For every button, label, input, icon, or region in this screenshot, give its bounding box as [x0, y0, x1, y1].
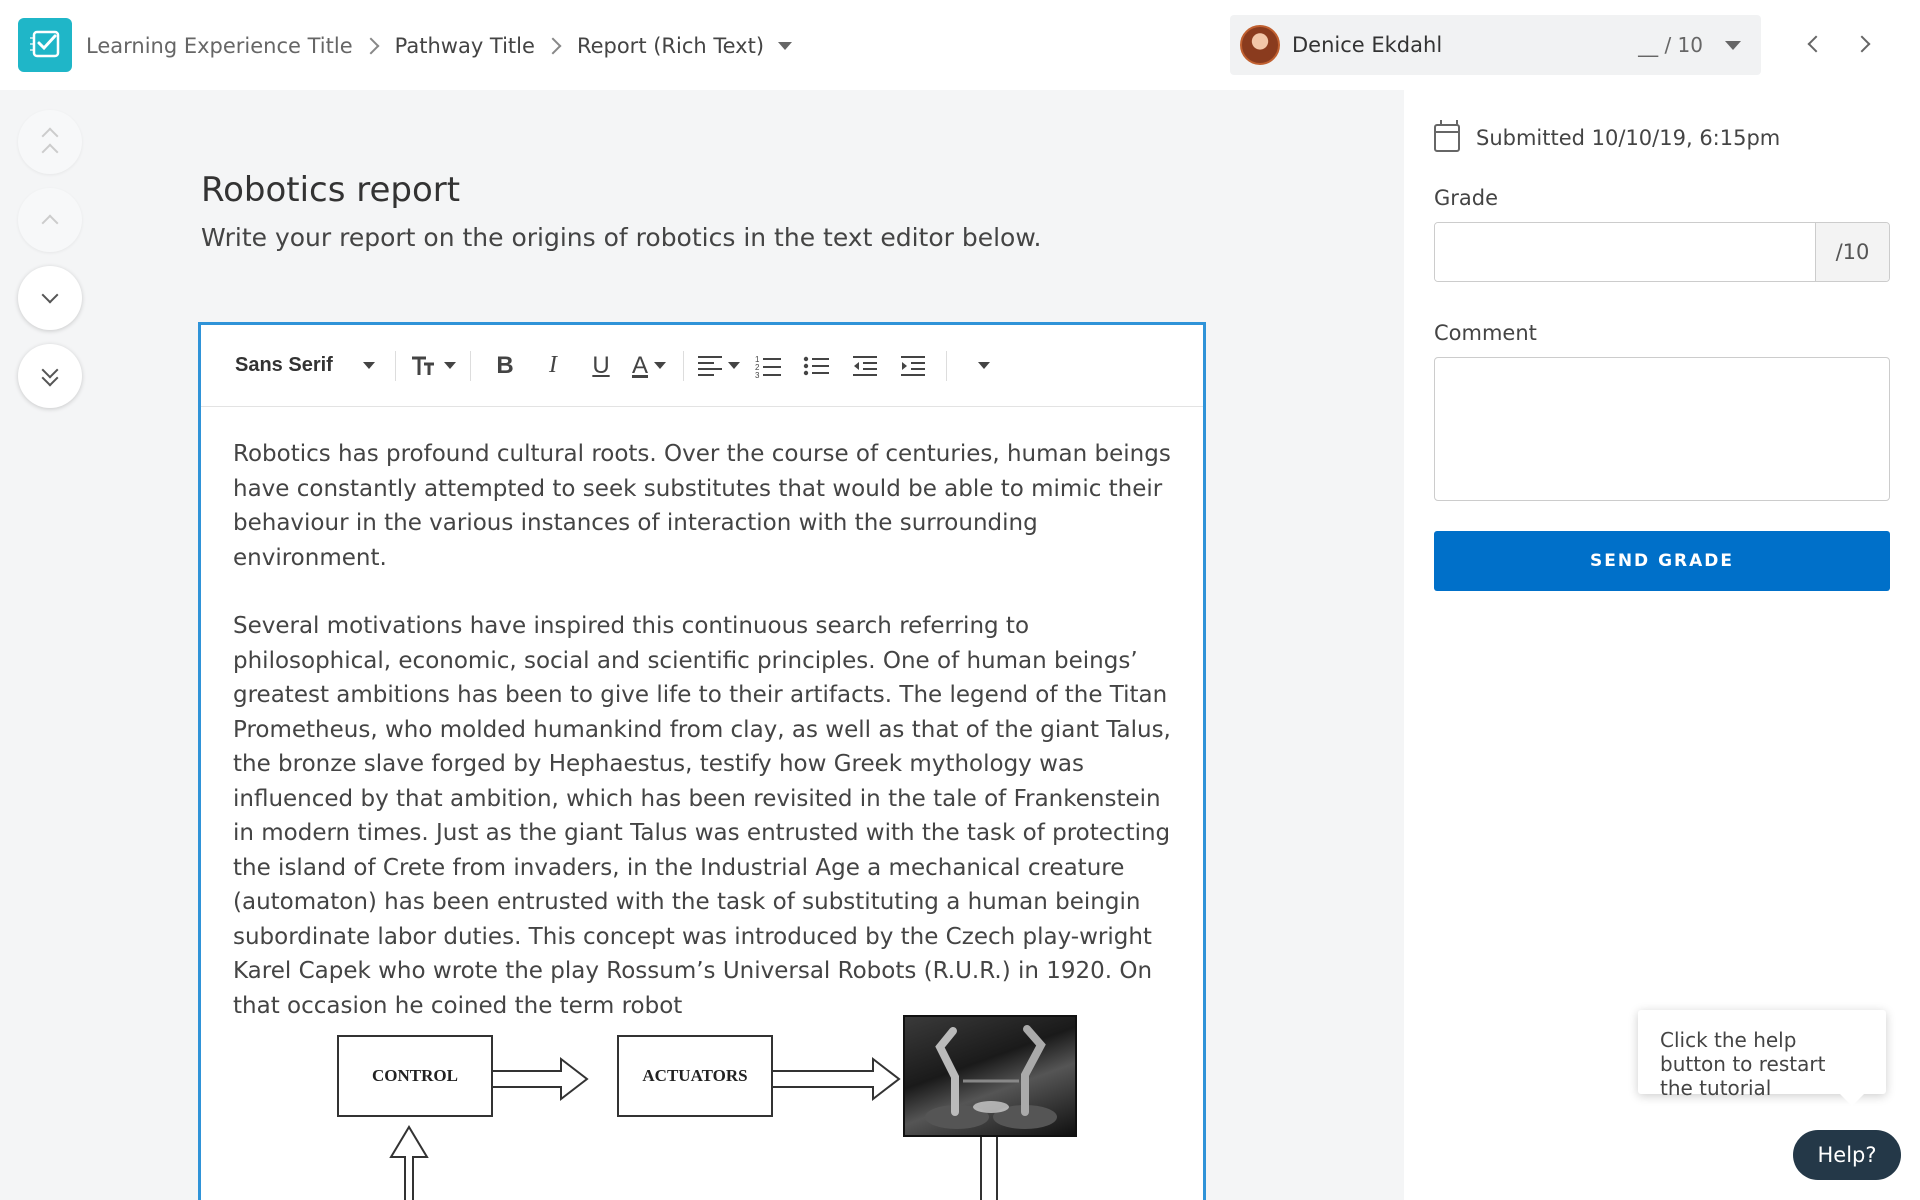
caret-down-icon: [444, 362, 456, 369]
font-family-value: Sans Serif: [235, 354, 333, 376]
student-selector[interactable]: [1230, 15, 1761, 75]
chevron-down-icon: [42, 287, 59, 304]
chevron-left-icon: [1808, 36, 1825, 53]
underline-icon: U: [592, 351, 610, 379]
bulleted-list-icon: [803, 355, 829, 377]
breadcrumb-pathway[interactable]: Pathway Title: [394, 34, 535, 58]
chevron-up-icon: [42, 215, 59, 232]
breadcrumb-learning-experience[interactable]: Learning Experience Title: [86, 34, 353, 58]
underline-button[interactable]: [581, 346, 621, 386]
outdent-button[interactable]: [844, 346, 884, 386]
student-score: __ / 10: [1638, 33, 1703, 57]
grade-label: Grade: [1434, 186, 1499, 210]
calendar-icon: [1434, 124, 1460, 152]
toolbar-divider: [946, 351, 947, 381]
help-tooltip: Click the help button to restart the tutorial: [1638, 1010, 1886, 1094]
rich-text-editor[interactable]: [198, 322, 1206, 1200]
previous-student-button[interactable]: [1802, 30, 1830, 58]
font-family-select[interactable]: [235, 354, 385, 377]
caret-down-icon[interactable]: [778, 42, 792, 50]
numbered-list-icon: [755, 354, 781, 378]
editor-paragraph: Robotics has profound cultural roots. Over the course of centuries, human beings have constantly attempted to seek substitutes that would be able to mimic their behaviour in the various instances of interaction with the surrounding environment.: [233, 441, 1171, 571]
numbered-list-button[interactable]: [748, 346, 788, 386]
toolbar-divider: [395, 351, 396, 381]
editor-content[interactable]: [201, 407, 1203, 1023]
svg-text:3: 3: [755, 370, 760, 378]
indent-button[interactable]: [892, 346, 932, 386]
svg-text:1: 1: [755, 354, 760, 364]
avatar: [1240, 25, 1280, 65]
submission-info: [1434, 124, 1780, 152]
italic-button[interactable]: [533, 346, 573, 386]
editor-toolbar: [201, 325, 1203, 407]
diagram-box-control: CONTROL: [337, 1035, 493, 1117]
grade-field: [1434, 222, 1890, 282]
grade-suffix: /10: [1815, 223, 1889, 281]
embedded-diagram: [331, 1015, 1091, 1200]
text-size-button[interactable]: [410, 346, 456, 386]
side-navigation: [18, 110, 82, 422]
caret-down-icon: [728, 362, 740, 369]
align-button[interactable]: [698, 346, 740, 386]
bold-button[interactable]: [485, 346, 525, 386]
comment-label: Comment: [1434, 321, 1537, 345]
robot-arm-image: [905, 1017, 1077, 1137]
grade-input[interactable]: [1435, 223, 1815, 281]
caret-down-icon: [363, 362, 375, 369]
outdent-icon: [851, 355, 877, 377]
jump-to-top-button[interactable]: [18, 110, 82, 174]
caret-down-icon: [1725, 41, 1741, 50]
jump-to-bottom-button[interactable]: [18, 344, 82, 408]
caret-down-icon: [978, 362, 990, 369]
scroll-down-button[interactable]: [18, 266, 82, 330]
comment-textarea[interactable]: [1434, 357, 1890, 501]
indent-icon: [899, 355, 925, 377]
student-name: Denice Ekdahl: [1292, 33, 1443, 57]
main-content: [0, 90, 1404, 1200]
chevron-right-icon: [1854, 36, 1871, 53]
toolbar-divider: [683, 351, 684, 381]
chevron-right-icon: [544, 38, 561, 55]
page-title: Robotics report: [201, 170, 461, 210]
chevron-right-icon: [362, 38, 379, 55]
double-chevron-down-icon: [44, 368, 56, 384]
diagram-box-actuators: ACTUATORS: [617, 1035, 773, 1117]
breadcrumb: [86, 28, 792, 64]
submitted-timestamp: Submitted 10/10/19, 6:15pm: [1476, 126, 1781, 150]
app-logo[interactable]: [18, 18, 72, 72]
svg-text:2: 2: [755, 362, 760, 372]
help-button[interactable]: Help?: [1793, 1130, 1901, 1180]
align-left-icon: [698, 356, 722, 376]
text-color-icon: A: [631, 351, 648, 379]
checkbox-logo-icon: [28, 28, 62, 62]
next-student-button[interactable]: [1848, 30, 1876, 58]
task-description: Write your report on the origins of robotics in the text editor below.: [201, 223, 1042, 252]
bulleted-list-button[interactable]: [796, 346, 836, 386]
caret-down-icon: [654, 362, 666, 369]
bold-icon: B: [496, 351, 514, 379]
robot-arm-photo: [903, 1015, 1077, 1137]
top-bar: [0, 0, 1920, 90]
text-size-icon: [410, 355, 438, 377]
toolbar-divider: [470, 351, 471, 381]
more-options-button[interactable]: [961, 346, 1001, 386]
scroll-up-button[interactable]: [18, 188, 82, 252]
editor-paragraph: Several motivations have inspired this continuous search referring to philosophical, economic, social and scientific principles. One of human beings’ greatest ambitions has been to give life to their artifacts. The legend of the Titan Prometheus, who molded humankind from clay, as well as that of the giant Talus, the bronze slave forged by Hephaestus, testify how Greek mythology was influenced by that ambition, which has been revisited in the tale of Frankenstein in modern times. Just as the giant Talus was entrusted with the task of protecting the island of Crete from invaders, in the Industrial Age a mechanical creature (automaton) has been entrusted with the task of substituting a human beingin subordinate labor duties. This concept was introduced by the Czech play-wright Karel Capek who wrote the play Rossum’s Universal Robots (R.U.R.) in 1920. On that occasion he coined the term robot: [233, 613, 1171, 1019]
italic-icon: I: [549, 352, 557, 378]
text-color-button[interactable]: [629, 346, 669, 386]
double-chevron-up-icon: [44, 126, 56, 158]
breadcrumb-activity[interactable]: Report (Rich Text): [576, 34, 765, 58]
send-grade-button[interactable]: SEND GRADE: [1434, 531, 1890, 591]
